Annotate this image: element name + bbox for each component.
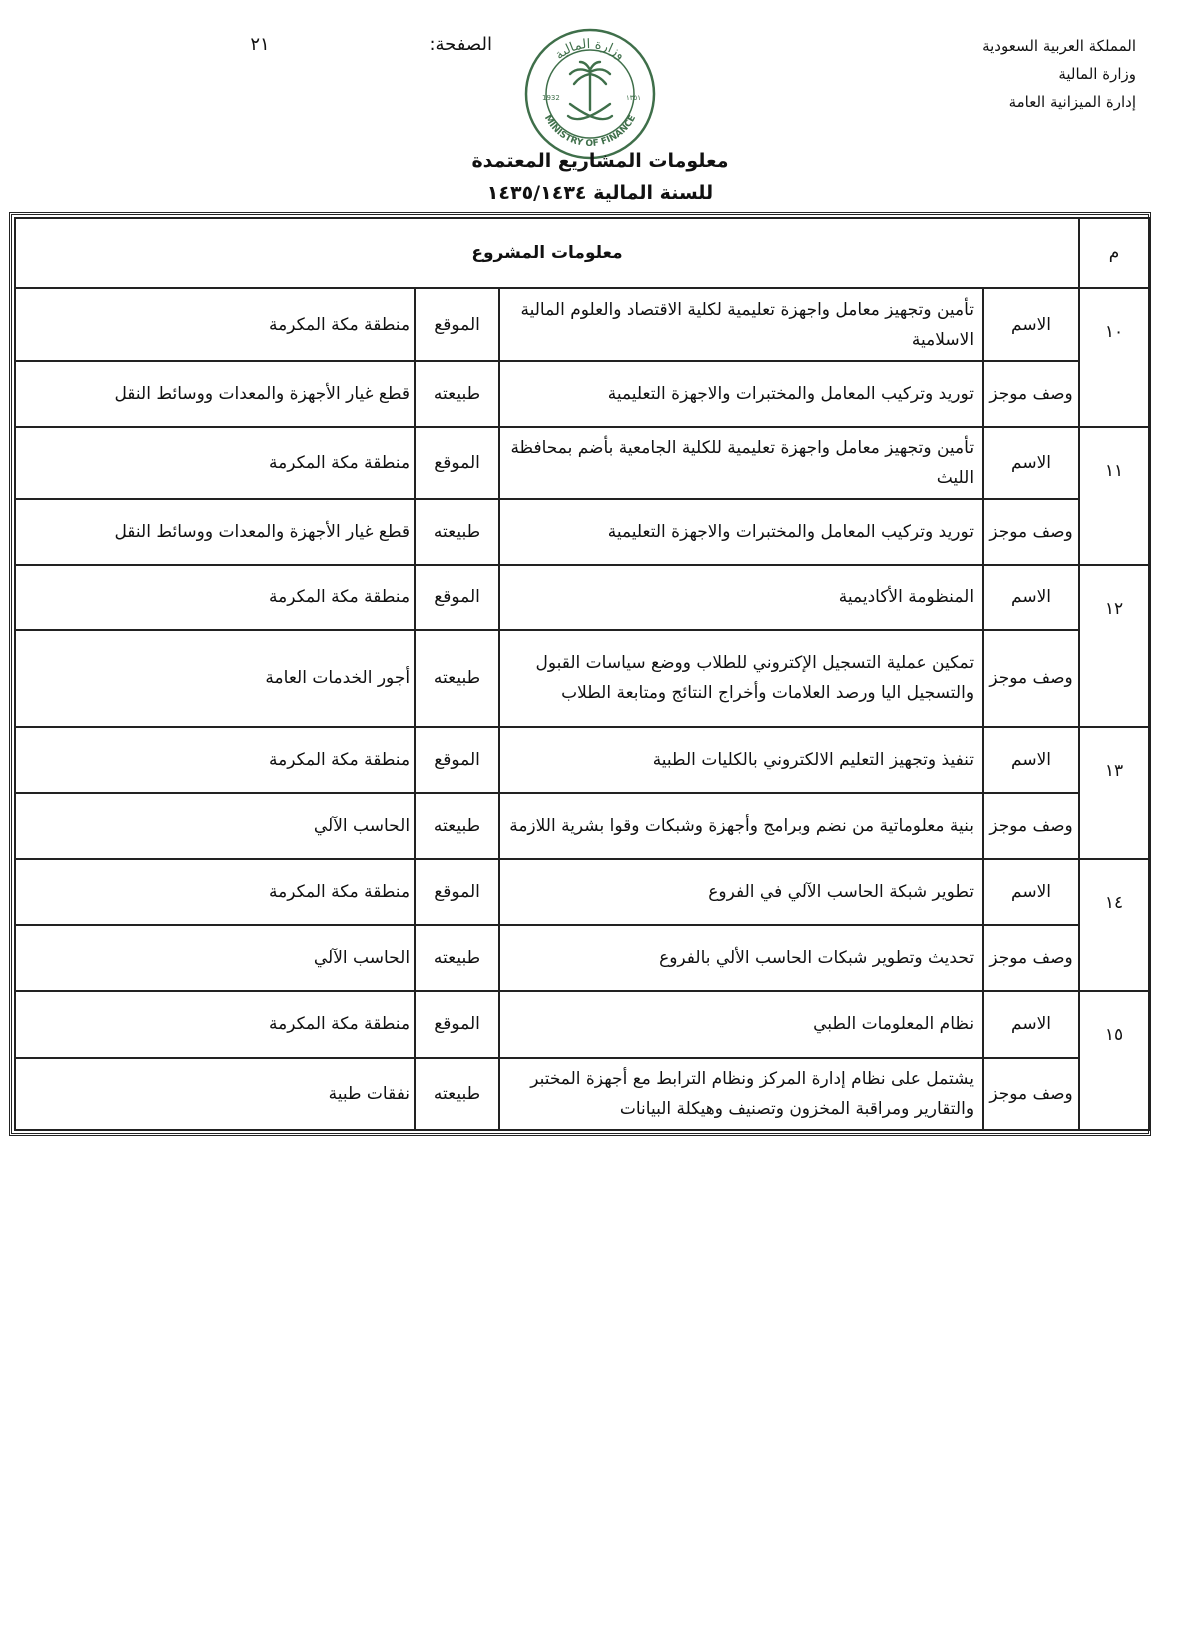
- project-description: تحديث وتطوير شبكات الحاسب الألي بالفروع: [499, 925, 983, 991]
- col-header-number: م: [1079, 218, 1149, 288]
- name-label: الاسم: [983, 727, 1079, 793]
- table-row: [15, 1058, 1149, 1130]
- table-row: [15, 925, 1149, 991]
- name-label: الاسم: [983, 288, 1079, 360]
- project-location: منطقة مكة المكرمة: [15, 991, 415, 1057]
- description-label: وصف موجز: [983, 361, 1079, 427]
- table-row: [15, 288, 1149, 360]
- location-label: الموقع: [415, 859, 499, 925]
- seal-english-text: MINISTRY OF FINANCE: [541, 113, 639, 150]
- project-location: منطقة مكة المكرمة: [15, 727, 415, 793]
- fiscal-year-subtitle: للسنة المالية ١٤٣٥/١٤٣٤: [486, 182, 714, 204]
- project-nature: قطع غيار الأجهزة والمعدات ووسائط النقل: [15, 361, 415, 427]
- project-description: بنية معلوماتية من نضم وبرامج وأجهزة وشبكات وقوا بشرية اللازمة: [499, 793, 983, 859]
- project-name: تأمين وتجهيز معامل واجهزة تعليمية لكلية الاقتصاد والعلوم المالية الاسلامية: [499, 288, 983, 360]
- table-row: [15, 427, 1149, 499]
- location-label: الموقع: [415, 991, 499, 1057]
- page-label: الصفحة:: [429, 34, 492, 55]
- project-name: نظام المعلومات الطبي: [499, 991, 983, 1057]
- project-location: منطقة مكة المكرمة: [15, 288, 415, 360]
- nature-label: طبيعته: [415, 793, 499, 859]
- col-header-project-info: معلومات المشروع: [15, 218, 1079, 288]
- letterhead: [876, 32, 1136, 116]
- seal-year-right: ١٣٥١: [626, 94, 642, 102]
- seal-year-left: 1932: [542, 94, 560, 102]
- project-nature: قطع غيار الأجهزة والمعدات ووسائط النقل: [15, 499, 415, 565]
- table-row: [15, 630, 1149, 727]
- project-number: ١١: [1079, 427, 1149, 566]
- project-description: يشتمل على نظام إدارة المركز ونظام الترابط مع أجهزة المختبر والتقارير ومراقبة المخزون وتصنيف وهيكلة البيانات: [499, 1058, 983, 1130]
- project-nature: الحاسب الآلي: [15, 925, 415, 991]
- table-row: [15, 499, 1149, 565]
- description-label: وصف موجز: [983, 1058, 1079, 1130]
- ministry-of-finance-seal: [522, 26, 658, 162]
- name-label: الاسم: [983, 859, 1079, 925]
- description-label: وصف موجز: [983, 499, 1079, 565]
- kingdom-name: المملكة العربية السعودية: [982, 37, 1136, 55]
- project-description: تمكين عملية التسجيل الإكتروني للطلاب ووضع سياسات القبول والتسجيل اليا ورصد العلامات وأخراج النتائج ومتابعة الطلاب: [499, 630, 983, 727]
- project-location: منطقة مكة المكرمة: [15, 565, 415, 629]
- project-name: تنفيذ وتجهيز التعليم الالكتروني بالكليات الطبية: [499, 727, 983, 793]
- projects-table: [14, 217, 1150, 1131]
- svg-text:MINISTRY OF FINANCE: [542, 114, 638, 149]
- project-number: ١٠: [1079, 288, 1149, 427]
- nature-label: طبيعته: [415, 1058, 499, 1130]
- project-number: ١٤: [1079, 859, 1149, 991]
- table-row: [15, 565, 1149, 629]
- project-number: ١٥: [1079, 991, 1149, 1130]
- table-row: [15, 361, 1149, 427]
- project-name: تأمين وتجهيز معامل واجهزة تعليمية للكلية الجامعية بأضم بمحافظة الليث: [499, 427, 983, 499]
- description-label: وصف موجز: [983, 630, 1079, 727]
- table-row: [15, 793, 1149, 859]
- nature-label: طبيعته: [415, 630, 499, 727]
- table-row: [15, 991, 1149, 1057]
- location-label: الموقع: [415, 427, 499, 499]
- description-label: وصف موجز: [983, 793, 1079, 859]
- location-label: الموقع: [415, 565, 499, 629]
- project-description: توريد وتركيب المعامل والمختبرات والاجهزة التعليمية: [499, 499, 983, 565]
- department-name: إدارة الميزانية العامة: [1008, 93, 1136, 111]
- project-nature: الحاسب الآلي: [15, 793, 415, 859]
- project-number: ١٣: [1079, 727, 1149, 859]
- table-row: [15, 859, 1149, 925]
- seal-arabic-text: وزارة المالية: [552, 36, 628, 63]
- project-location: منطقة مكة المكرمة: [15, 859, 415, 925]
- name-label: الاسم: [983, 565, 1079, 629]
- table-header-row: [15, 218, 1149, 288]
- projects-table-frame: [9, 212, 1151, 1136]
- name-label: الاسم: [983, 427, 1079, 499]
- palm-swords-emblem-icon: [568, 62, 612, 119]
- description-label: وصف موجز: [983, 925, 1079, 991]
- project-nature: أجور الخدمات العامة: [15, 630, 415, 727]
- location-label: الموقع: [415, 288, 499, 360]
- nature-label: طبيعته: [415, 361, 499, 427]
- location-label: الموقع: [415, 727, 499, 793]
- project-nature: نفقات طبية: [15, 1058, 415, 1130]
- project-name: تطوير شبكة الحاسب الآلي في الفروع: [499, 859, 983, 925]
- project-name: المنظومة الأكاديمية: [499, 565, 983, 629]
- project-location: منطقة مكة المكرمة: [15, 427, 415, 499]
- nature-label: طبيعته: [415, 499, 499, 565]
- svg-text:وزارة المالية: [552, 37, 627, 63]
- ministry-name: وزارة المالية: [1058, 65, 1136, 83]
- table-row: [15, 727, 1149, 793]
- document-title: معلومات المشاريع المعتمدة: [471, 150, 729, 172]
- project-number: ١٢: [1079, 565, 1149, 726]
- name-label: الاسم: [983, 991, 1079, 1057]
- page-number: ٢١: [250, 34, 270, 55]
- nature-label: طبيعته: [415, 925, 499, 991]
- project-description: توريد وتركيب المعامل والمختبرات والاجهزة التعليمية: [499, 361, 983, 427]
